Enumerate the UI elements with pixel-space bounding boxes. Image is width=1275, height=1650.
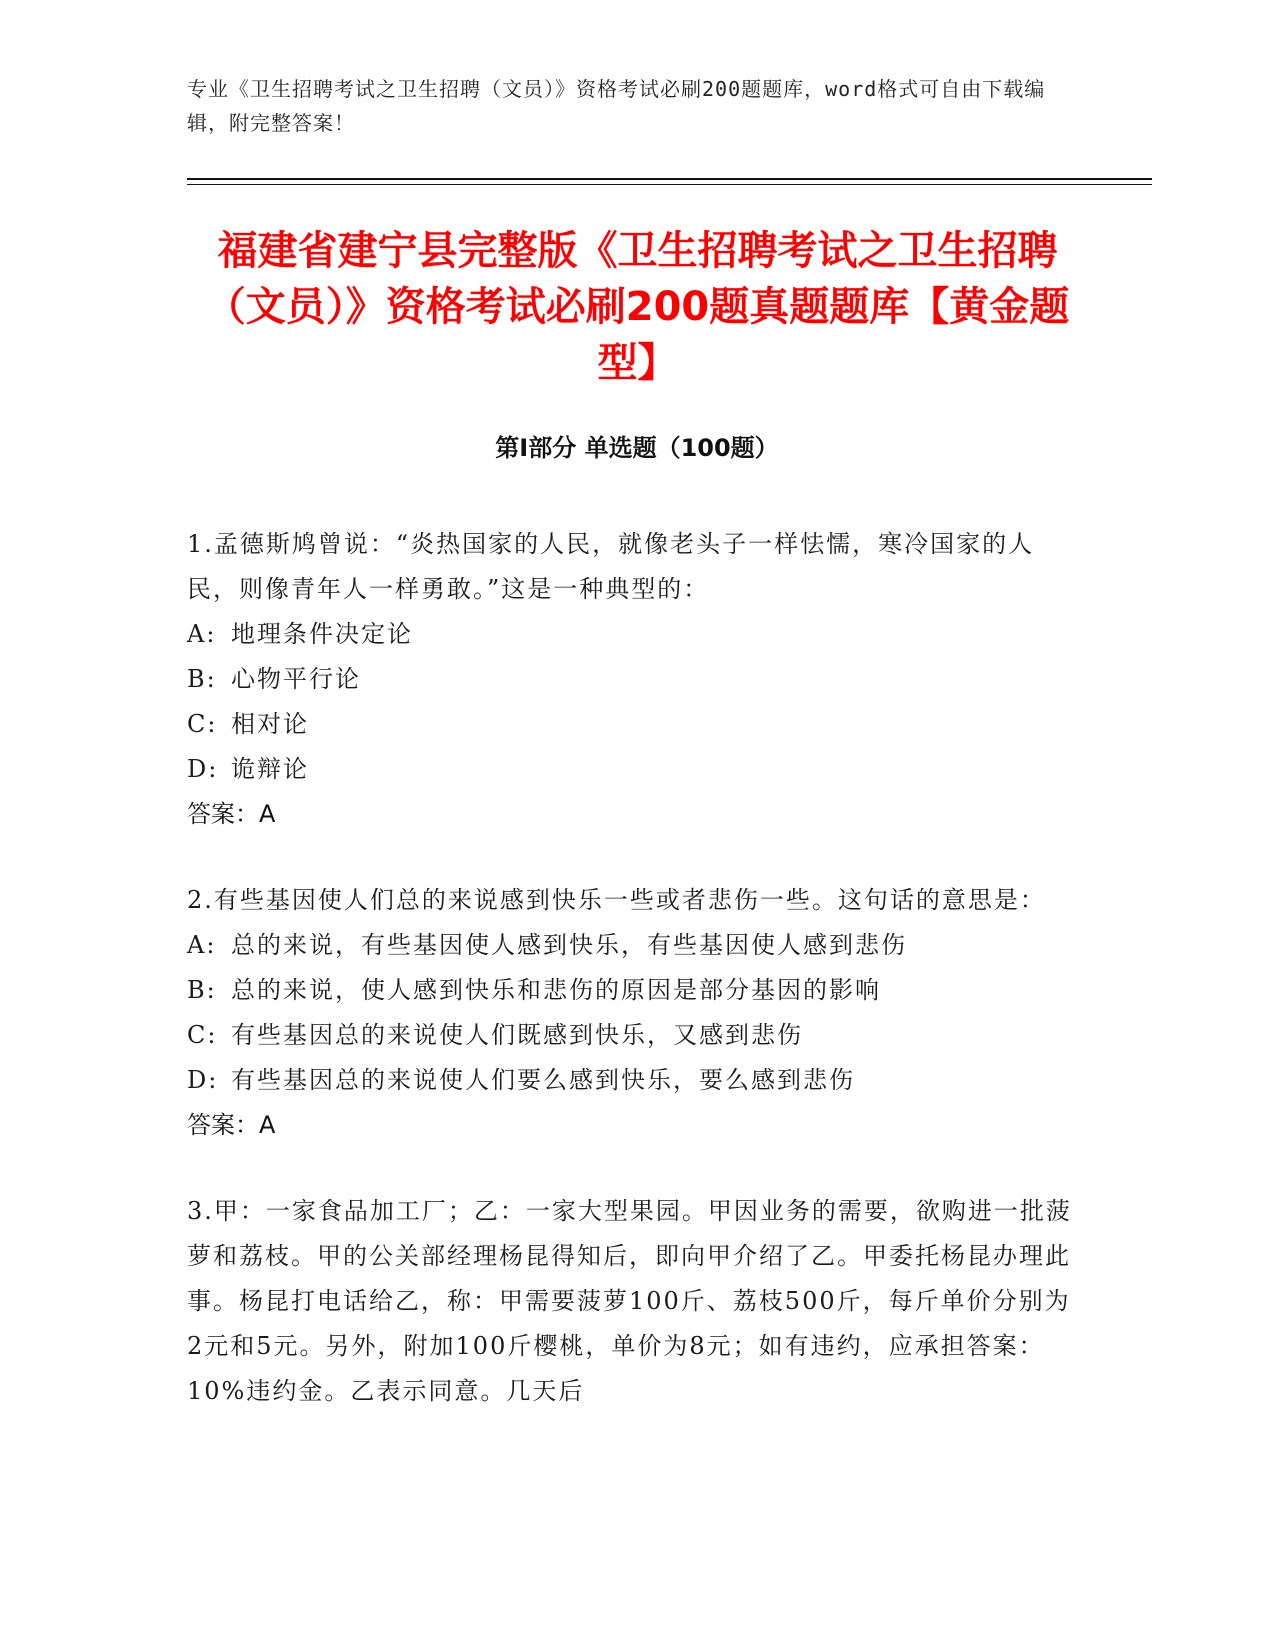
section-heading: 第I部分 单选题（100题）: [495, 434, 779, 462]
option-text: 相对论: [231, 710, 309, 738]
option-key: A:: [187, 620, 217, 648]
header-divider-thin: [187, 184, 1152, 185]
header-divider-thick: [187, 178, 1152, 180]
option-text: 总的来说，有些基因使人感到快乐，有些基因使人感到悲伤: [231, 931, 907, 959]
option-a: [187, 923, 1077, 968]
question-stem: 3.甲：一家食品加工厂；乙：一家大型果园。甲因业务的需要，欲购进一批菠萝和荔枝。甲的公关部经理杨昆得知后，即向甲介绍了乙。甲委托杨昆办理此事。杨昆打电话给乙，称：甲需要菠萝100斤、荔枝500斤，每斤单价分别为2元和5元。另外，附加100斤樱桃，单价为8元；如有违约，应承担答案：10%违约金。乙表示同意。几天后: [187, 1197, 1072, 1405]
option-key: D:: [187, 755, 219, 783]
option-b: [187, 657, 1077, 702]
document-title: 福建省建宁县完整版《卫生招聘考试之卫生招聘（文员）》资格考试必刷200题真题题库【黄金题型】: [205, 228, 1070, 386]
answer-line: 答案：A: [187, 1111, 276, 1139]
option-key: B:: [187, 976, 217, 1004]
question-stem: 1.孟德斯鸠曾说：“炎热国家的人民，就像老头子一样怯懦，寒冷国家的人民，则像青年人一样勇敢。”这是一种典型的：: [187, 530, 1035, 603]
option-d: [187, 747, 1077, 792]
option-text: 总的来说，使人感到快乐和悲伤的原因是部分基因的影响: [231, 976, 881, 1004]
header-note: 专业《卫生招聘考试之卫生招聘（文员）》资格考试必刷200题题库，word格式可自由下载编辑，附完整答案！: [187, 77, 1046, 135]
option-c: [187, 1013, 1077, 1058]
question-stem: 2.有些基因使人们总的来说感到快乐一些或者悲伤一些。这句话的意思是：: [187, 886, 1046, 914]
option-key: C:: [187, 710, 218, 738]
option-key: D:: [187, 1066, 219, 1094]
option-key: B:: [187, 665, 217, 693]
option-text: 有些基因总的来说使人们要么感到快乐，要么感到悲伤: [231, 1066, 855, 1094]
option-text: 地理条件决定论: [231, 620, 413, 648]
question-1: [187, 522, 1077, 837]
question-list: [187, 522, 1077, 1455]
option-text: 心物平行论: [231, 665, 361, 693]
question-3: [187, 1189, 1077, 1414]
answer-line: 答案：A: [187, 800, 276, 828]
option-key: C:: [187, 1021, 218, 1049]
option-text: 诡辩论: [231, 755, 309, 783]
option-d: [187, 1058, 1077, 1103]
option-b: [187, 968, 1077, 1013]
option-a: [187, 612, 1077, 657]
option-text: 有些基因总的来说使人们既感到快乐，又感到悲伤: [231, 1021, 803, 1049]
question-2: [187, 878, 1077, 1148]
option-c: [187, 702, 1077, 747]
option-key: A:: [187, 931, 217, 959]
